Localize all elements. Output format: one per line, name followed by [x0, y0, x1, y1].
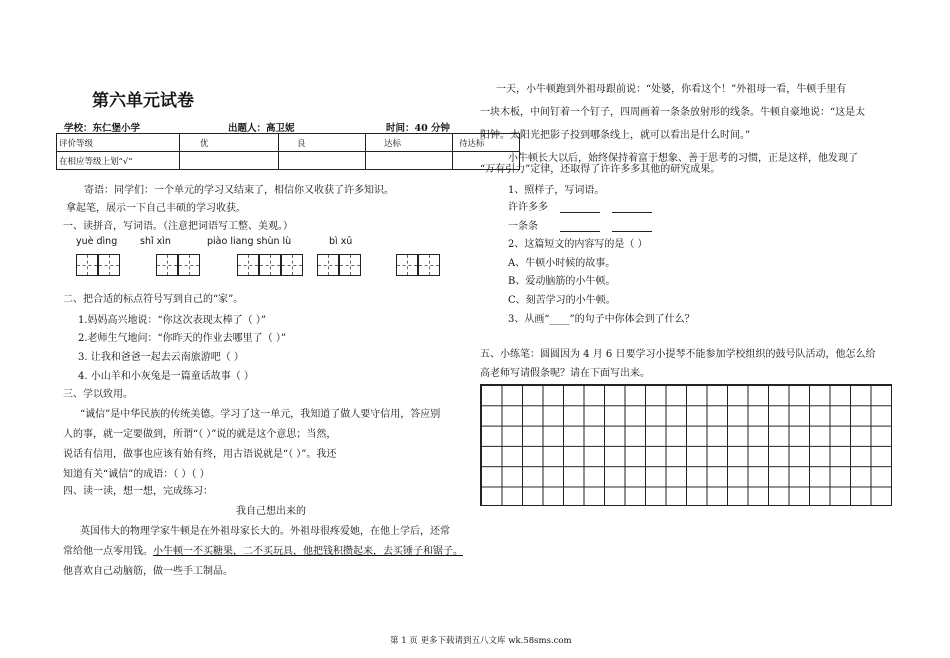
char-box[interactable]	[237, 254, 259, 276]
char-box[interactable]	[396, 254, 418, 276]
grade-cell-excellent[interactable]	[180, 152, 279, 170]
char-box[interactable]	[98, 254, 120, 276]
time-label: 时间：40 分钟	[386, 123, 451, 134]
char-box[interactable]	[281, 254, 303, 276]
option-c: C、刻苦学习的小牛顿。	[508, 295, 616, 306]
q3-line-1: “诚信”是中华民族的传统美德。学习了这一单元，我知道了做人要守信用，答应别	[80, 409, 441, 420]
author-label: 出题人：高卫妮	[228, 123, 295, 134]
answer-blank[interactable]	[612, 202, 652, 213]
char-box[interactable]	[76, 254, 98, 276]
grade-below: 待达标	[453, 134, 520, 152]
page-title: 第六单元试卷	[92, 91, 194, 111]
sub-question-1: 1、照样子，写词语。	[508, 185, 605, 196]
q2-item-2: 2.老师生气地问：“你昨天的作业去哪里了（ ）”	[78, 333, 286, 344]
q3-title: 三、学以致用。	[63, 389, 133, 400]
char-box[interactable]	[317, 254, 339, 276]
example-word-2: 一条条	[508, 221, 538, 232]
example-row-1	[508, 198, 652, 213]
q4-title: 四、读一读，想一想，完成练习：	[63, 486, 213, 497]
sub-question-2: 2、这篇短文的内容写的是（ ）	[508, 239, 648, 250]
intro-line-1: 寄语：同学们：一个单元的学习又结束了，相信你又收获了许多知识。	[84, 185, 394, 196]
q2-item-4: 4. 小山羊和小灰兔是一篇童话故事（ ）	[78, 371, 254, 382]
example-word-1: 许许多多	[508, 202, 548, 213]
passage-para2-1: 一天，小牛顿跑到外祖母跟前说：“处婆，你看这个！”外祖母一看，牛顿手里有	[496, 84, 847, 95]
pinyin-1: yuè dìng	[76, 236, 118, 247]
grade-pass: 达标	[366, 134, 453, 152]
grade-excellent: 优	[180, 134, 279, 152]
pinyin-4: bì xū	[329, 236, 353, 247]
char-box[interactable]	[178, 254, 200, 276]
grade-cell-pass[interactable]	[366, 152, 453, 170]
q3-line-4: 知道有关“诚信”的成语：（ ）（ ）	[63, 469, 210, 480]
grade-header: 评价等级	[57, 134, 180, 152]
school-label: 学校：东仁堡小学	[64, 123, 141, 134]
char-box[interactable]	[259, 254, 281, 276]
passage-para2-3: 阳钟。太阳光把影子投到哪条线上，就可以看出是什么时间。”	[480, 130, 751, 141]
q2-title: 二、把合适的标点符号写到自己的“家”。	[63, 294, 244, 305]
grade-cell-good[interactable]	[279, 152, 366, 170]
char-box[interactable]	[418, 254, 440, 276]
passage-para2-2: 一块木板，中间钉着一个钉子，四周画着一条条放射形的线条。牛顿自豪地说：“这是太	[480, 107, 866, 118]
sub-question-3: 3、从画“____”的句子中你体会到了什么？	[508, 314, 695, 325]
grade-table	[56, 133, 520, 170]
page-footer: 第 1 页 更多下载请到五八文库 wk.58sms.com	[390, 636, 572, 646]
passage-title: 我自己想出来的	[236, 506, 306, 517]
option-b: B、爱动脑筋的小牛顿。	[508, 276, 616, 287]
pinyin-2: shǐ xìn	[140, 236, 171, 247]
underlined-sentence: 小牛顿一不买糖果，二不买玩具，他把钱积攒起来，去买锤子和锯子。	[153, 546, 463, 557]
passage-para1-b	[63, 542, 463, 557]
answer-blank[interactable]	[612, 221, 652, 232]
q3-line-3: 说话有信用，做事也应该有始有终，用古语说就是“（ ）”。我还	[63, 449, 337, 460]
writing-grid[interactable]	[480, 384, 892, 506]
q5-line-1: 五、小练笔：圆圆因为 4 月 6 日要学习小提琴不能参加学校组织的鼓号队活动，他怎么给	[480, 349, 876, 360]
q5-line-2: 高老师写请假条呢？请在下面写出来。	[480, 368, 650, 379]
option-a: A、牛顿小时候的故事。	[508, 258, 616, 269]
pinyin-3: piào liang shùn lù	[207, 236, 292, 247]
char-box[interactable]	[339, 254, 361, 276]
q2-item-1: 1.妈妈高兴地说：“你这次表现太棒了（ ）”	[78, 315, 266, 326]
passage-para3-1: 小牛顿长大以后，始终保持着富于想象、善于思考的习惯，正是这样，他发现了	[508, 153, 858, 164]
passage-plain-text: 常给他一点零用钱。	[63, 546, 153, 557]
intro-line-2: 拿起笔，展示一下自己丰硕的学习收获。	[66, 203, 246, 214]
passage-para3-2: “万有引力”定律，还取得了许许多多其他的研究成果。	[480, 164, 721, 175]
q2-item-3: 3. 让我和爸爸一起去云南旅游吧（ ）	[78, 352, 244, 363]
example-row-2	[508, 217, 652, 232]
grade-instruction: 在相应等级上划“√”	[57, 152, 180, 170]
char-box[interactable]	[156, 254, 178, 276]
q1-title: 一、读拼音，写词语。（注意把词语写工整、美观。）	[63, 221, 293, 232]
passage-para1-c: 他喜欢自己动脑筋，做一些手工制品。	[63, 566, 233, 577]
answer-blank[interactable]	[560, 202, 600, 213]
q3-line-2: 人的事，就一定要做到，所谓“（ ）”说的就是这个意思；当然，	[63, 429, 337, 440]
passage-para1-a: 英国伟大的物理学家牛顿是在外祖母家长大的。外祖母很疼爱她，在他上学后，还常	[80, 526, 450, 537]
grade-good: 良	[279, 134, 366, 152]
answer-blank[interactable]	[560, 221, 600, 232]
